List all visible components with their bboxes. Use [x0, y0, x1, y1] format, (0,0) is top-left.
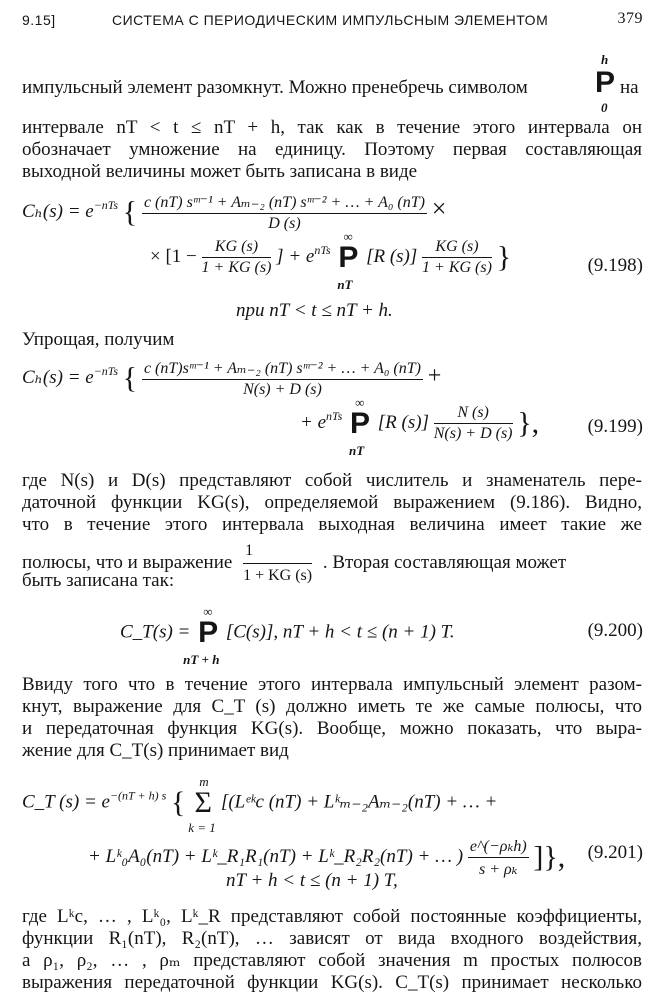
denominator: 1 + KG (s) [422, 259, 492, 276]
symbol-upper-limit: h [601, 52, 609, 67]
text-line: где N(s) и D(s) представляют собой числитель и знаменатель пере- [22, 470, 642, 491]
upper-limit: ∞ [203, 604, 213, 619]
page-number: 379 [617, 10, 643, 27]
pulse-operator-symbol: P h 0 [594, 52, 615, 115]
text-line: что в течение этого интервала выходная величина имеет такие же [22, 514, 642, 535]
open-brace: { [122, 361, 138, 395]
text-line: быть записана так: [22, 570, 175, 591]
numerator: c (nT)sᵐ⁻¹ + Aₘ₋₂ (nT) sᵐ⁻² + … + A₀ (nT) [142, 358, 423, 380]
text-line: Ввиду того что в течение этого интервала импульсный элемент разом- [22, 674, 642, 695]
equation-9-198-line1 [22, 192, 642, 233]
open-brace: { [122, 195, 138, 229]
fraction [434, 404, 513, 443]
equation-9-198-line2 [150, 228, 610, 292]
text-line: выходной величины может быть записана в виде [22, 161, 418, 182]
pulse-operator-symbol: P ∞ nT [337, 228, 359, 292]
equation-part: ] + e [276, 245, 315, 267]
equation-condition: nT + h < t ≤ (n + 1) T, [226, 870, 398, 891]
denominator: N(s) + D (s) [243, 381, 322, 398]
equation-condition: при nT < t ≤ nT + h. [236, 300, 393, 321]
plus-sign: + [427, 362, 442, 389]
symbol-lower-limit: 0 [601, 100, 608, 115]
sum-symbol: Σ m k = 1 [188, 774, 216, 835]
exponent: −(nT + h) s [109, 788, 167, 803]
equation-lhs: Cₕ(s) = e [22, 200, 94, 222]
fraction [202, 238, 272, 277]
text-line: Упрощая, получим [22, 329, 175, 350]
text-line [22, 77, 642, 99]
numerator: N (s) [434, 404, 513, 424]
text-span: импульсный элемент разомкнут. Можно пренебречь символом [22, 77, 528, 98]
equation-lhs: Cₕ(s) = e [22, 366, 94, 388]
text-line: выражения передаточной функции KG(s). C_T(s) принимает несколько [22, 972, 642, 993]
numerator: KG (s) [202, 238, 272, 258]
denominator: 1 + KG (s) [201, 259, 272, 276]
chapter-title: СИСТЕМА С ПЕРИОДИЧЕСКИМ ИМПУЛЬСНЫМ ЭЛЕМЕНТОМ [112, 12, 549, 28]
exponent: nTs [314, 242, 331, 257]
equation-part: [(Lᵉᵏc (nT) + Lᵏₘ₋₂Aₘ₋₂(nT) + … + [220, 791, 498, 813]
running-header [22, 10, 643, 32]
lower-limit: nT + h [183, 652, 220, 667]
equation-9-201-line1 [22, 774, 642, 835]
numerator: KG (s) [422, 238, 492, 258]
close-brace: ]}, [533, 840, 566, 874]
denominator: N(s) + D (s) [433, 425, 513, 442]
denominator: s + ρₖ [478, 861, 518, 878]
text-line: даточной функции KG(s), определяемой выражением (9.186). Видно, [22, 492, 642, 513]
pulse-operator-symbol: P ∞ nT + h [183, 604, 220, 667]
fraction [422, 238, 492, 277]
exponent: −nTs [93, 197, 119, 212]
text-line: функции R₁(nT), R₂(nT), … зависят от вида входного воздействия, [22, 928, 642, 949]
upper-limit: m [199, 774, 209, 789]
text-line: интервале nT < t ≤ nT + h, так как в течение этого интервала он [22, 117, 642, 138]
equation-9-199-line2 [300, 394, 600, 458]
upper-limit: ∞ [343, 228, 353, 244]
text-span: полюсы, что и выражение [22, 551, 233, 573]
denominator: D (s) [268, 215, 301, 232]
lower-limit: nT [349, 442, 365, 458]
close-brace: }, [517, 406, 540, 440]
equation-9-200 [120, 604, 560, 667]
equation-part: [R (s)] [366, 245, 418, 267]
lower-limit: k = 1 [188, 820, 216, 835]
exponent: −nTs [93, 363, 119, 378]
equation-9-199-line1 [22, 358, 642, 399]
numerator: 1 [243, 540, 312, 564]
text-line: а ρ₁, ρ₂, … , ρₘ представляют собой значения m простых полюсов [22, 950, 642, 971]
equation-lhs: C_T (s) = e [22, 791, 110, 813]
numerator: c (nT) sᵐ⁻¹ + Aₘ₋₂ (nT) sᵐ⁻² + … + A₀ (nT) [142, 192, 427, 214]
times-sign: × [431, 193, 447, 223]
text-line: где Lᵏc, … , Lᵏ₀, Lᵏ_R представляют собой постоянные коэффициенты, [22, 906, 642, 927]
equation-part: × [1 − [150, 245, 197, 267]
fraction [142, 192, 427, 233]
close-brace: } [496, 240, 512, 274]
text-line: и передаточная функция KG(s). Вообще, можно показать, что выра- [22, 718, 642, 739]
upper-limit: ∞ [355, 394, 365, 410]
lower-limit: nT [337, 276, 353, 292]
text-line: обозначает умножение на единицу. Поэтому первая составляющая [22, 139, 642, 160]
open-brace: { [171, 786, 186, 819]
denominator: 1 + KG (s) [243, 567, 313, 584]
equation-part: + e [300, 411, 327, 433]
exponent: nTs [326, 408, 343, 423]
equation-number: (9.201) [587, 842, 643, 863]
equation-number: (9.198) [587, 255, 643, 276]
text-span: . Вторая составляющая может [322, 551, 567, 573]
numerator: e^(−ρₖh) [468, 836, 529, 858]
text-line: жение для C_T(s) принимает вид [22, 740, 289, 761]
text-span: на [620, 77, 639, 98]
pulse-operator-symbol: P ∞ nT [349, 394, 371, 458]
equation-number: (9.199) [587, 416, 643, 437]
equation-part: [C(s)], nT + h < t ≤ (n + 1) T. [225, 621, 455, 643]
equation-number: (9.200) [587, 620, 643, 641]
equation-part: + Lᵏ₀A₀(nT) + Lᵏ_R₁R₁(nT) + Lᵏ_R₂R₂(nT) + … ) [88, 845, 464, 867]
fraction [142, 358, 423, 399]
equation-lhs: C_T(s) = [120, 621, 191, 643]
text-line: кнут, выражение для C_T (s) должно иметь те же самые полюсы, что [22, 696, 642, 717]
equation-part: [R (s)] [377, 411, 429, 433]
section-number: 9.15] [22, 12, 56, 28]
